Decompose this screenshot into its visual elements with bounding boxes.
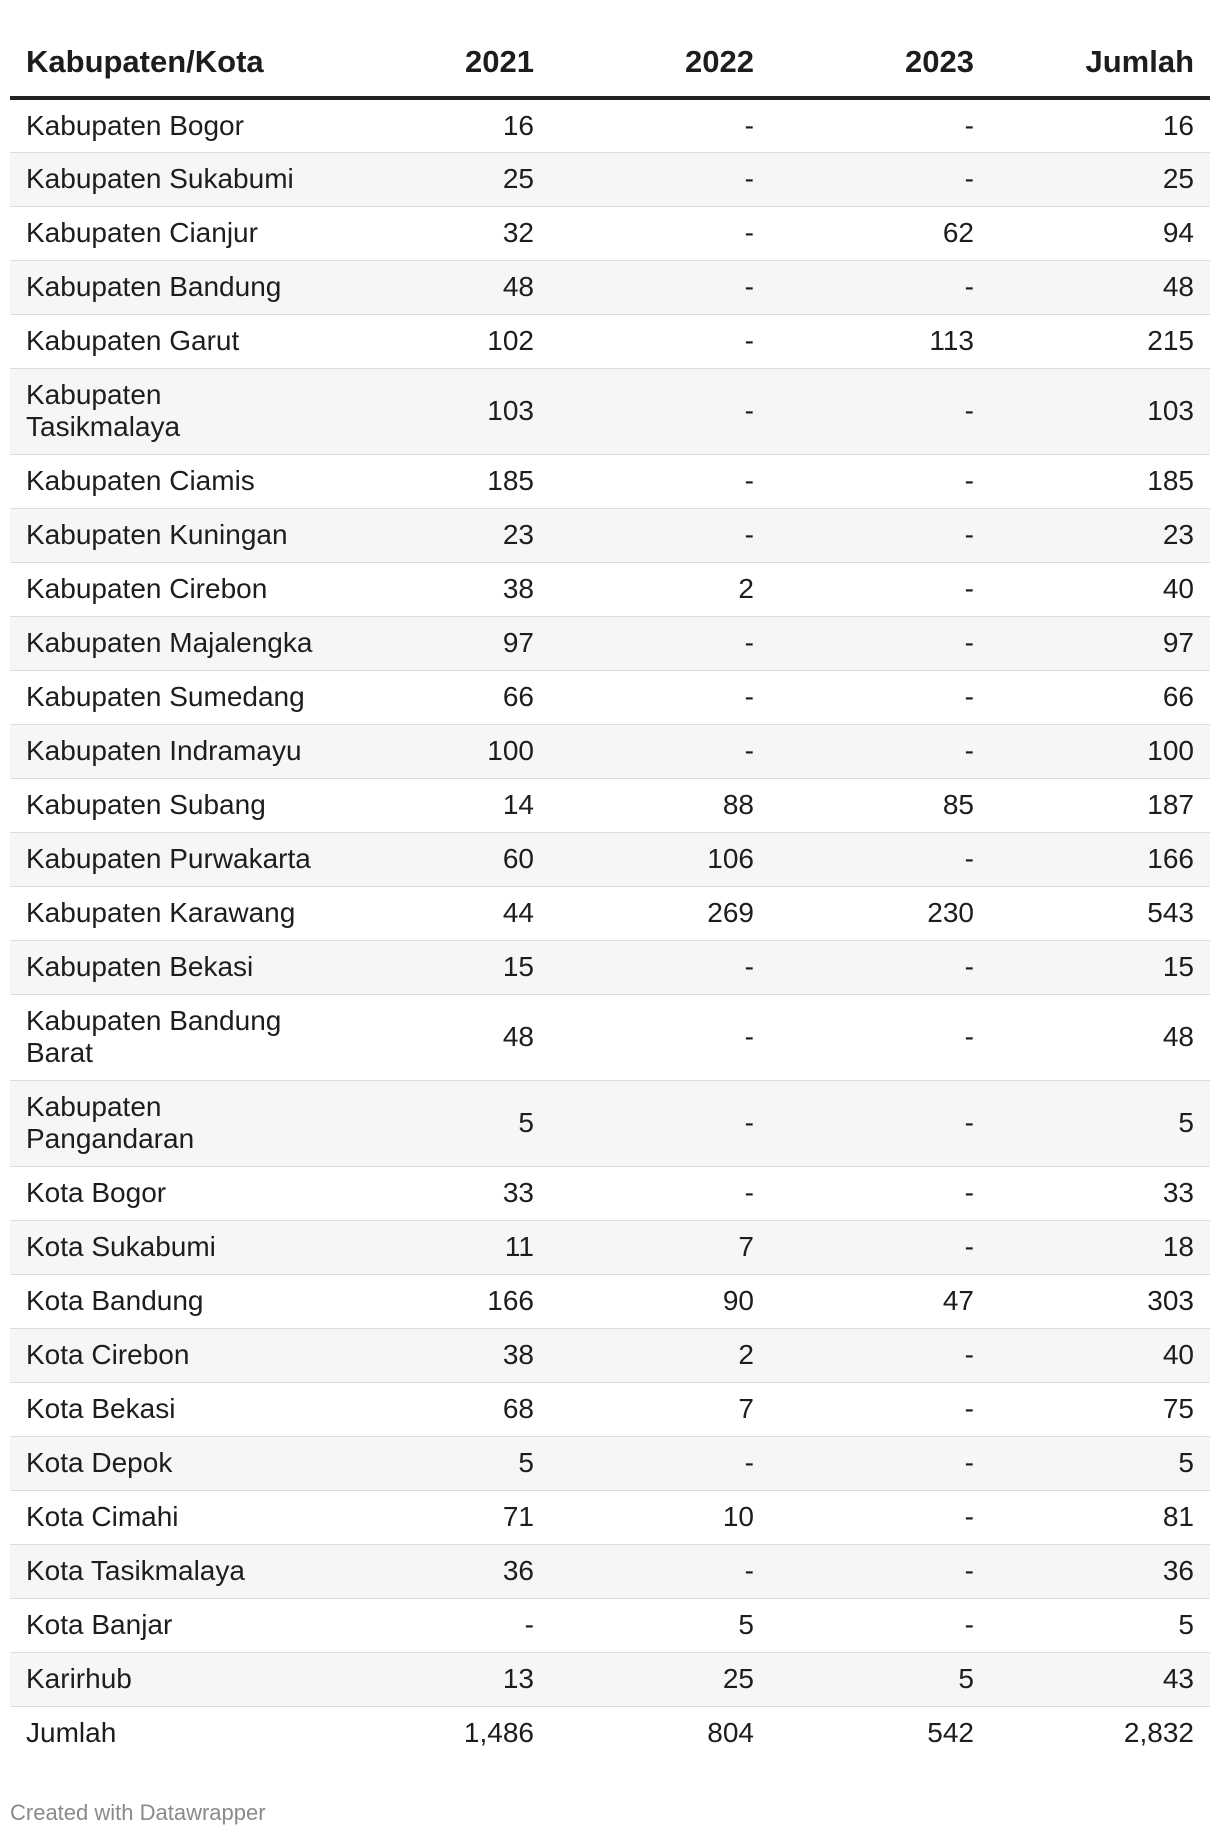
cell-2021: 33 [330,1166,550,1220]
cell-2021: 38 [330,1328,550,1382]
cell-region: Kabupaten Sukabumi [10,152,330,206]
table-row [10,1436,1210,1490]
cell-2021: 103 [330,368,550,454]
cell-region: Kabupaten Subang [10,778,330,832]
cell-total: 48 [990,994,1210,1080]
cell-region: Kabupaten Cianjur [10,206,330,260]
cell-2021: 102 [330,314,550,368]
table-row [10,778,1210,832]
table-row [10,670,1210,724]
cell-region: Kabupaten Purwakarta [10,832,330,886]
cell-2021: 13 [330,1652,550,1706]
cell-total: 75 [990,1382,1210,1436]
cell-2023: - [770,454,990,508]
cell-region: Kota Tasikmalaya [10,1544,330,1598]
table-row [10,562,1210,616]
cell-2023: - [770,994,990,1080]
cell-region: Kabupaten Garut [10,314,330,368]
cell-2022: - [550,1436,770,1490]
cell-2023: - [770,260,990,314]
cell-total: 100 [990,724,1210,778]
cell-total: 5 [990,1080,1210,1166]
cell-total: 166 [990,832,1210,886]
cell-2021: 11 [330,1220,550,1274]
cell-2023: 113 [770,314,990,368]
cell-total: 36 [990,1544,1210,1598]
table-row [10,1274,1210,1328]
cell-region: Kabupaten Cirebon [10,562,330,616]
table-row [10,724,1210,778]
cell-2022: - [550,206,770,260]
cell-2021: 5 [330,1080,550,1166]
table-row [10,454,1210,508]
cell-2021: 1,486 [463,1717,534,1749]
cell-2023: - [770,1220,990,1274]
cell-region: Kabupaten Tasikmalaya [10,368,330,454]
cell-2022: - [550,724,770,778]
cell-2023: - [770,1490,990,1544]
cell-total: 40 [990,1328,1210,1382]
cell-total: 94 [990,206,1210,260]
cell-total: 303 [990,1274,1210,1328]
cell-total: 43 [990,1652,1210,1706]
cell-2022: 2 [550,562,770,616]
cell-total: 40 [990,562,1210,616]
cell-2021: 71 [330,1490,550,1544]
cell-2023: - [770,1436,990,1490]
cell-region: Kota Bekasi [10,1382,330,1436]
table-row [10,152,1210,206]
cell-2021: 185 [330,454,550,508]
cell-2022: - [550,670,770,724]
cell-region: Kota Depok [10,1436,330,1490]
cell-2022: - [550,616,770,670]
data-table-container [10,28,1210,1760]
cell-2022: - [550,454,770,508]
table-row [10,368,1210,454]
table-row [10,1652,1210,1706]
cell-2021: 100 [330,724,550,778]
cell-total: 25 [990,152,1210,206]
table-row [10,940,1210,994]
cell-total: 2,832 [1123,1717,1194,1749]
cell-2021: 97 [330,616,550,670]
cell-2021: 23 [330,508,550,562]
cell-2022: - [550,940,770,994]
datawrapper-credit[interactable]: Created with Datawrapper [10,1800,266,1825]
cell-2021: 15 [330,940,550,994]
cell-2021: 36 [330,1544,550,1598]
cell-2023: 85 [770,778,990,832]
table-row [10,508,1210,562]
cell-2021: 14 [330,778,550,832]
table-row [10,1166,1210,1220]
table-row [10,1490,1210,1544]
column-header-total[interactable]: Jumlah [990,28,1210,98]
cell-region: Kabupaten Karawang [10,886,330,940]
cell-2023: 5 [770,1652,990,1706]
cell-2022: - [550,994,770,1080]
cell-2022: - [550,508,770,562]
cell-2021: - [330,1598,550,1652]
table-row [10,206,1210,260]
cell-2021: 60 [330,832,550,886]
cell-total: 48 [990,260,1210,314]
table-row [10,260,1210,314]
table-row [10,616,1210,670]
cell-region: Kabupaten Majalengka [10,616,330,670]
cell-2023: - [770,724,990,778]
cell-2023: - [770,152,990,206]
cell-region: Kota Bandung [10,1274,330,1328]
cell-2023: - [770,1166,990,1220]
table-header [10,28,1210,98]
cell-region: Kota Banjar [10,1598,330,1652]
cell-2022: - [550,1080,770,1166]
cell-2021: 16 [330,98,550,152]
cell-2022: 25 [550,1652,770,1706]
header-row [10,28,1210,98]
cell-2022: 269 [550,886,770,940]
table-row [10,994,1210,1080]
cell-2022: 7 [550,1382,770,1436]
cell-2023: - [770,1382,990,1436]
cell-region: Kabupaten Ciamis [10,454,330,508]
cell-region: Kabupaten Sumedang [10,670,330,724]
cell-2023: - [770,1544,990,1598]
cell-region: Kabupaten Pangandaran [10,1080,330,1166]
cell-region: Kota Cimahi [10,1490,330,1544]
cell-total: 5 [990,1598,1210,1652]
cell-2021: 25 [330,152,550,206]
cell-region: Kabupaten Kuningan [10,508,330,562]
cell-2022: - [550,314,770,368]
cell-2023: 542 [927,1717,974,1749]
cell-region: Kabupaten Bandung [10,260,330,314]
cell-total: 15 [990,940,1210,994]
table-row [10,1382,1210,1436]
column-header-2022[interactable]: 2022 [550,28,770,98]
cell-total: 66 [990,670,1210,724]
cell-total: 5 [990,1436,1210,1490]
cell-2022: 88 [550,778,770,832]
cell-2023: 47 [770,1274,990,1328]
cell-total: 187 [990,778,1210,832]
table-row [10,314,1210,368]
cell-2022: 7 [550,1220,770,1274]
cell-2021: 48 [330,260,550,314]
cell-2022: - [550,368,770,454]
cell-2023: - [770,1328,990,1382]
cell-total: 23 [990,508,1210,562]
column-header-2023[interactable]: 2023 [770,28,990,98]
cell-region: Kabupaten Bogor [10,98,330,152]
cell-2022: - [550,1166,770,1220]
cell-total: 16 [990,98,1210,152]
cell-2023: - [770,562,990,616]
cell-total: 18 [990,1220,1210,1274]
cell-region: Karirhub [10,1652,330,1706]
cell-total: 103 [990,368,1210,454]
cell-2022: 90 [550,1274,770,1328]
table-row [10,1220,1210,1274]
cell-region: Kabupaten Bandung Barat [10,994,330,1080]
cell-region: Kota Bogor [10,1166,330,1220]
cell-total: 97 [990,616,1210,670]
cell-2023: - [770,98,990,152]
total-row [10,1706,1210,1760]
table-row [10,1598,1210,1652]
column-header-2021[interactable]: 2021 [330,28,550,98]
cell-total: 543 [990,886,1210,940]
cell-2022: - [550,152,770,206]
cell-region: Kabupaten Bekasi [10,940,330,994]
column-header-region[interactable]: Kabupaten/Kota [10,28,330,98]
cell-2022: 106 [550,832,770,886]
cell-total: 33 [990,1166,1210,1220]
cell-2021: 5 [330,1436,550,1490]
table-row [10,1328,1210,1382]
data-table [10,28,1210,1760]
cell-2023: - [770,616,990,670]
cell-region: Kota Sukabumi [10,1220,330,1274]
cell-2021: 66 [330,670,550,724]
cell-2022: - [550,1544,770,1598]
cell-region: Kota Cirebon [10,1328,330,1382]
table-row [10,886,1210,940]
cell-2023: - [770,1080,990,1166]
cell-total: 185 [990,454,1210,508]
table-row [10,98,1210,152]
cell-2023: - [770,1598,990,1652]
cell-2021: 44 [330,886,550,940]
cell-2021: 48 [330,994,550,1080]
cell-2022: 2 [550,1328,770,1382]
cell-2022: - [550,98,770,152]
cell-2023: - [770,940,990,994]
table-body [10,98,1210,1760]
cell-total: 215 [990,314,1210,368]
cell-2023: - [770,508,990,562]
cell-2021: 68 [330,1382,550,1436]
table-row [10,832,1210,886]
table-row [10,1080,1210,1166]
cell-region: Kabupaten Indramayu [10,724,330,778]
cell-2021: 38 [330,562,550,616]
cell-2023: - [770,832,990,886]
cell-total: 81 [990,1490,1210,1544]
cell-2022: - [550,260,770,314]
cell-2023: 62 [770,206,990,260]
cell-2022: 5 [550,1598,770,1652]
cell-region: Jumlah [26,1717,117,1749]
cell-2023: - [770,670,990,724]
cell-2023: - [770,368,990,454]
table-row [10,1544,1210,1598]
cell-2021: 166 [330,1274,550,1328]
cell-2021: 32 [330,206,550,260]
cell-2023: 230 [770,886,990,940]
cell-2022: 804 [707,1717,754,1749]
cell-2022: 10 [550,1490,770,1544]
